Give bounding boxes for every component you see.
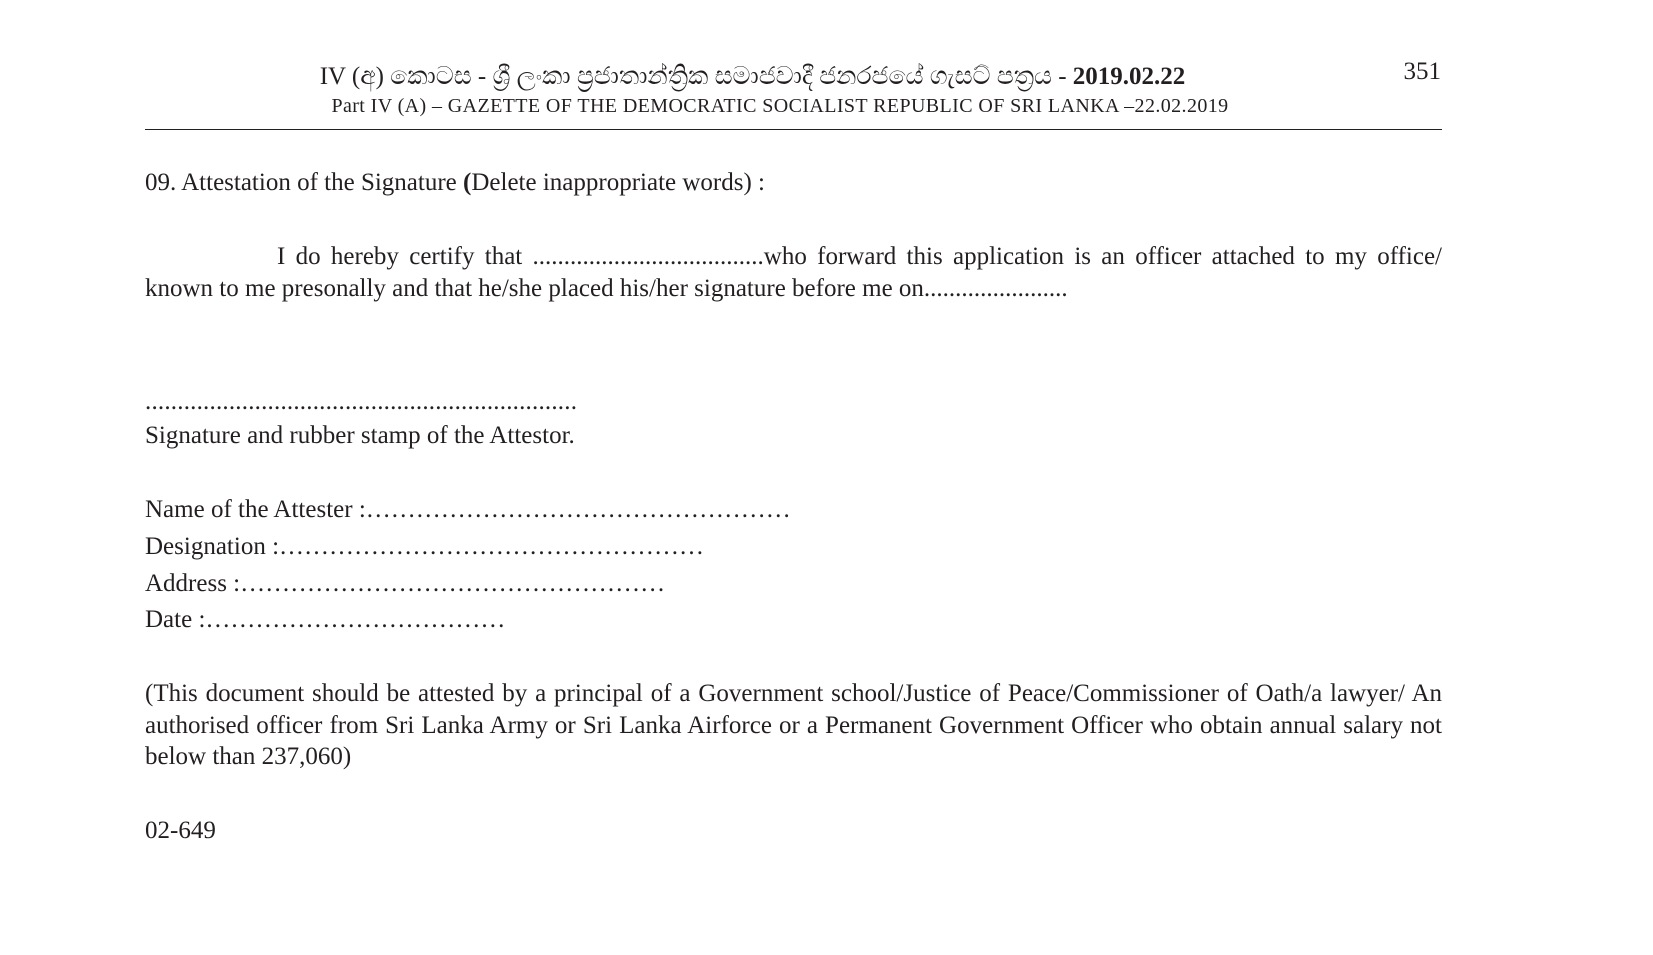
signature-line: ...................................................................: [145, 388, 578, 415]
reference-number: 02-649: [145, 817, 216, 844]
section-heading-paren: (: [463, 169, 472, 196]
english-header: Part IV (A) – GAZETTE OF THE DEMOCRATIC SOCIALIST REPUBLIC OF SRI LANKA –22.02.2019: [331, 95, 1229, 117]
certify-paragraph: I do hereby certify that .....................................who forward this application is an officer attached to my office/ known to me presonally and that he/she placed his/her signature before me on.......................: [145, 243, 1442, 302]
attester-name-field: Name of the Attester :……………………………………………: [145, 496, 791, 523]
signature-label: Signature and rubber stamp of the Attestor.: [145, 422, 575, 449]
sinhala-header: [145, 62, 1360, 92]
page-number: 351: [1403, 58, 1441, 85]
section-heading: [145, 167, 765, 198]
sinhala-header-text: IV (අ) කොටස - ශ්‍රී ලංකා ප්‍රජාතාන්ත්‍රික සමාජවාදී ජනරජයේ ගැසට් පත්‍රය -: [319, 63, 1073, 90]
address-field: Address :……………………………………………: [145, 570, 666, 597]
sinhala-header-date: 2019.02.22: [1072, 63, 1186, 90]
designation-field: Designation :……………………………………………: [145, 533, 705, 560]
attestation-note: (This document should be attested by a principal of a Government school/Justice of Peace/Commissioner of Oath/a lawyer/ An authorised officer from Sri Lanka Army or Sri Lanka Airforce or a Permanent Government Officer who obtain annual salary not below than 237,060): [145, 680, 1442, 770]
section-heading-title: 09. Attestation of the Signature: [145, 169, 464, 196]
date-field: Date :………………………………: [145, 606, 506, 633]
section-heading-instruction: Delete inappropriate words) :: [471, 169, 765, 196]
header-rule: [145, 129, 1442, 130]
